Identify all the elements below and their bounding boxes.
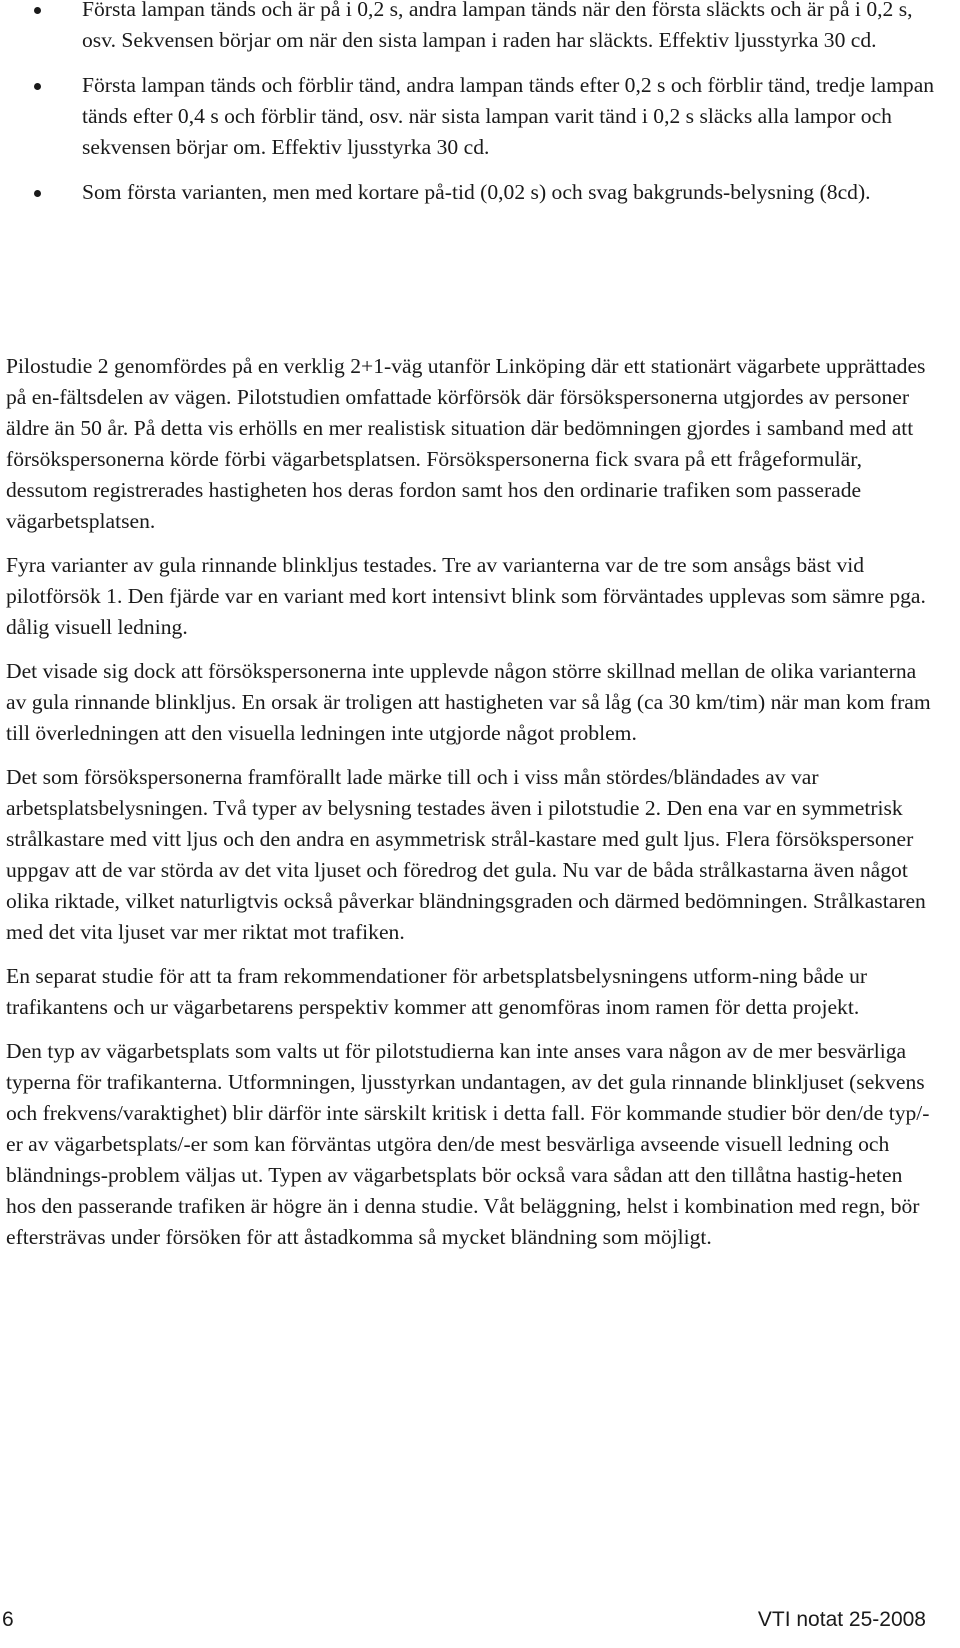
document-reference: VTI notat 25-2008 [757,1608,926,1631]
bullet-dot-icon [34,7,41,14]
bullet-dot-icon [34,190,41,197]
paragraph: Pilostudie 2 genomfördes på en verklig 2+1-väg utanför Linköping där ett stationärt vägarbete upprättades på en-fältsdelen av vägen. Pilotstudien omfattade körförsök där försökspersonerna utgjordes av personer äldre än 50 år. På detta vis erhölls en mer realistisk situation där bedömningen gjordes i samband med att försökspersonerna körde förbi vägarbetsplatsen. Försökspersonerna fick svara på ett frågeformulär, dessutom registrerades hastigheten hos deras fordon samt hos den ordinarie trafiken som passerade vägarbetsplatsen. [6,354,926,533]
page-number: 6 [2,1608,14,1631]
paragraph: En separat studie för att ta fram rekommendationer för arbetsplatsbelysningens utform-ning både ur trafikantens och ur vägarbetarens perspektiv kommer att genomföras inom ramen för detta projekt. [6,964,868,1019]
page-footer [0,1608,960,1638]
variant-bullet-list [6,0,936,222]
paragraph: Det visade sig dock att försökspersonerna inte upplevde någon större skillnad mellan de olika varianterna av gula rinnande blinkljus. En orsak är troligen att hastigheten var så låg (ca 30 km/tim) när man kom fram till överledningen att den visuella ledningen inte utgjorde något problem. [6,659,931,745]
bullet-text: Som första varianten, men med kortare på-tid (0,02 s) och svag bakgrunds-belysning (8cd). [82,180,871,204]
bullet-text: Första lampan tänds och förblir tänd, andra lampan tänds efter 0,2 s och förblir tänd, tredje lampan tänds efter 0,4 s och förblir tänd, osv. när sista lampan varit tänd i 0,2 s släcks alla lampor och sekvensen börjar om. Effektiv ljusstyrka 30 cd. [82,73,935,159]
paragraph: Det som försökspersonerna framförallt lade märke till och i viss mån stördes/bländades av var arbetsplatsbelysningen. Två typer av belysning testades även i pilotstudie 2. Den ena var en symmetrisk strålkastare med vitt ljus och den andra en asymmetrisk strål-kastare med gult ljus. Flera försökspersoner uppgav att de var störda av det vita ljuset och föredrog det gula. Nu var de båda strålkastarna även något olika riktade, vilket naturligtvis också påverkar bländningsgraden och därmed bedömningen. Strålkastaren med det vita ljuset var mer riktat mot trafiken. [6,765,926,944]
bullet-item [6,0,936,56]
paragraph: Den typ av vägarbetsplats som valts ut för pilotstudierna kan inte anses vara någon av de mer besvärliga typerna för trafikanterna. Utformningen, ljusstyrkan undantagen, av det gula rinnande blinkljuset (sekvens och frekvens/varaktighet) blir därför inte särskilt kritisk i detta fall. För kommande studier bör den/de typ/-er av vägarbetsplats/-er som kan förväntas utgöra den/de mest besvärliga avseende visuell ledning och bländnings-problem väljas ut. Typen av vägarbetsplats bör också vara sådan att den tillåtna hastig-heten hos den passerande trafiken är högre än i denna studie. Våt beläggning, helst i kombination med regn, bör eftersträvas under försöken för att åstadkomma så mycket bländning som möjligt. [6,1039,930,1249]
bullet-dot-icon [34,83,41,90]
bullet-item [6,70,936,163]
body-text [6,351,936,1266]
bullet-text: Första lampan tänds och är på i 0,2 s, andra lampan tänds när den första släckts och är på i 0,2 s, osv. Sekvensen börjar om när den sista lampan i raden har släckts. Effektiv ljusstyrka 30 cd. [82,0,913,52]
paragraph: Fyra varianter av gula rinnande blinkljus testades. Tre av varianterna var de tre som ansågs bäst vid pilotförsök 1. Den fjärde var en variant med kort intensivt blink som förväntades upplevas som sämre pga. dålig visuell ledning. [6,553,926,639]
bullet-item [6,177,936,208]
